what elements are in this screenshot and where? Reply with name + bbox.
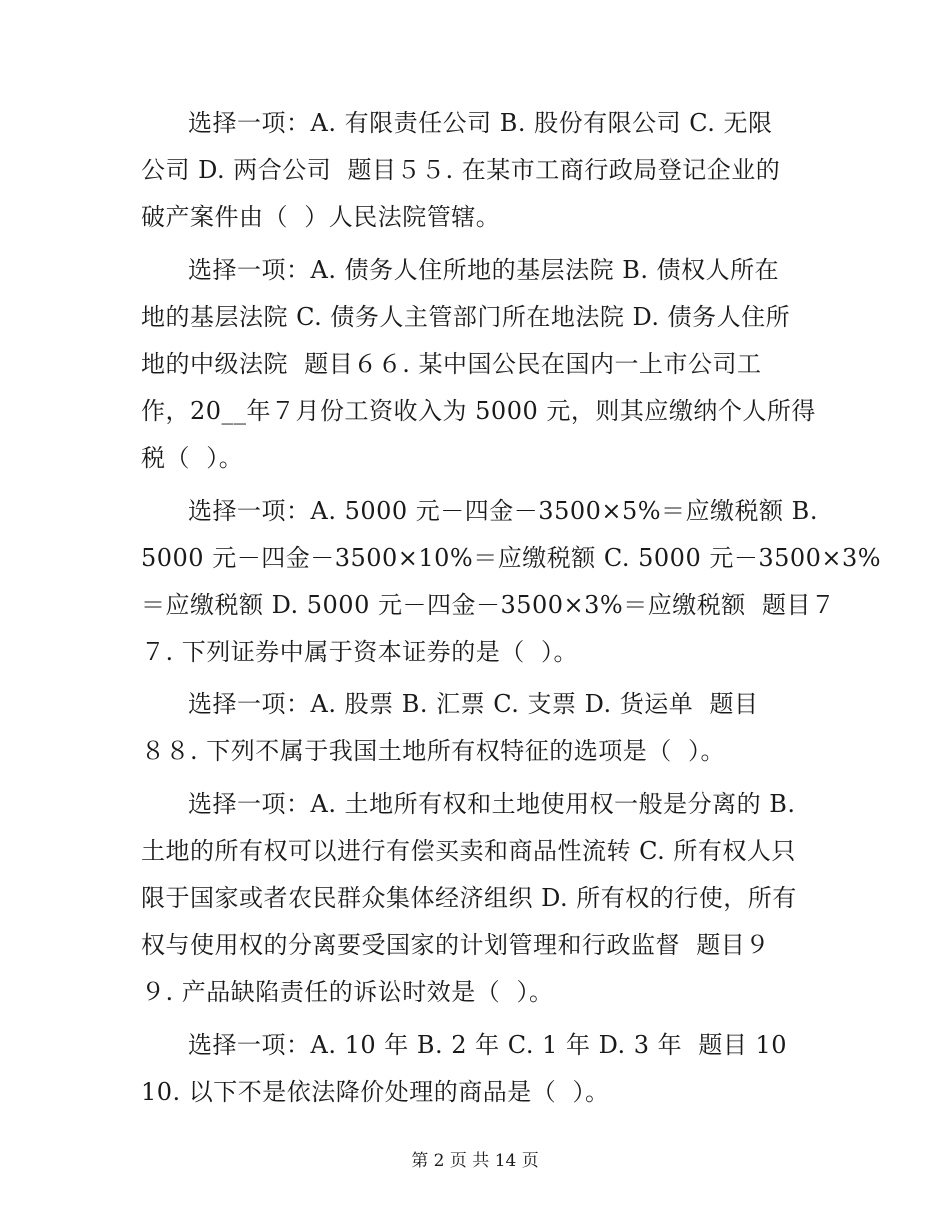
paragraph-line: 破产案件由（ ）人民法院管辖。 (141, 203, 501, 231)
paragraph-line: 选择一项：A. 债务人住所地的基层法院 B. 债权人所在 (188, 256, 780, 284)
paragraph-line: 限于国家或者农民群众集体经济组织 D. 所有权的行使，所有 (141, 884, 797, 912)
paragraph-line: 税（ ）。 (141, 444, 244, 472)
paragraph-line: 选择一项：A. 股票 B. 汇票 C. 支票 D. 货运单 题目 (188, 690, 759, 718)
paragraph-line: 选择一项：A. 5000 元－四金－3500×5%＝应缴税额 B. (188, 497, 818, 525)
paragraph-line: 10. 以下不是依法降价处理的商品是（ ）。 (141, 1078, 610, 1106)
paragraph-line: ７. 下列证券中属于资本证券的是（ ）。 (141, 638, 579, 666)
paragraph-line: 选择一项：A. 土地所有权和土地使用权一般是分离的 B. (188, 790, 796, 818)
paragraph-line: ８８. 下列不属于我国土地所有权特征的选项是（ ）。 (141, 737, 726, 765)
paragraph-line: 地的基层法院 C. 债务人主管部门所在地法院 D. 债务人住所 (141, 303, 791, 331)
page-number-footer: 第 2 页 共 14 页 (411, 1151, 539, 1171)
paragraph-line: ＝应缴税额 D. 5000 元－四金－3500×3%＝应缴税额 题目７ (141, 591, 836, 619)
paragraph-line: 选择一项：A. 有限责任公司 B. 股份有限公司 C. 无限 (188, 109, 773, 137)
paragraph-line: 5000 元－四金－3500×10%＝应缴税额 C. 5000 元－3500×3% (141, 544, 882, 572)
paragraph-line: 权与使用权的分离要受国家的计划管理和行政监督 题目９ (141, 931, 770, 959)
paragraph-line: 地的中级法院 题目６６. 某中国公民在国内一上市公司工 (141, 350, 762, 378)
paragraph-line: 作，20__年７月份工资收入为 5000 元，则其应缴纳个人所得 (141, 397, 816, 425)
paragraph-line: 土地的所有权可以进行有偿买卖和商品性流转 C. 所有权人只 (141, 837, 796, 865)
paragraph-line: ９. 产品缺陷责任的诉讼时效是（ ）。 (141, 978, 554, 1006)
paragraph-line: 选择一项：A. 10 年 B. 2 年 C. 1 年 D. 3 年 题目 10 (188, 1031, 788, 1059)
paragraph-line: 公司 D. 两合公司 题目５５. 在某市工商行政局登记企业的 (141, 156, 781, 184)
